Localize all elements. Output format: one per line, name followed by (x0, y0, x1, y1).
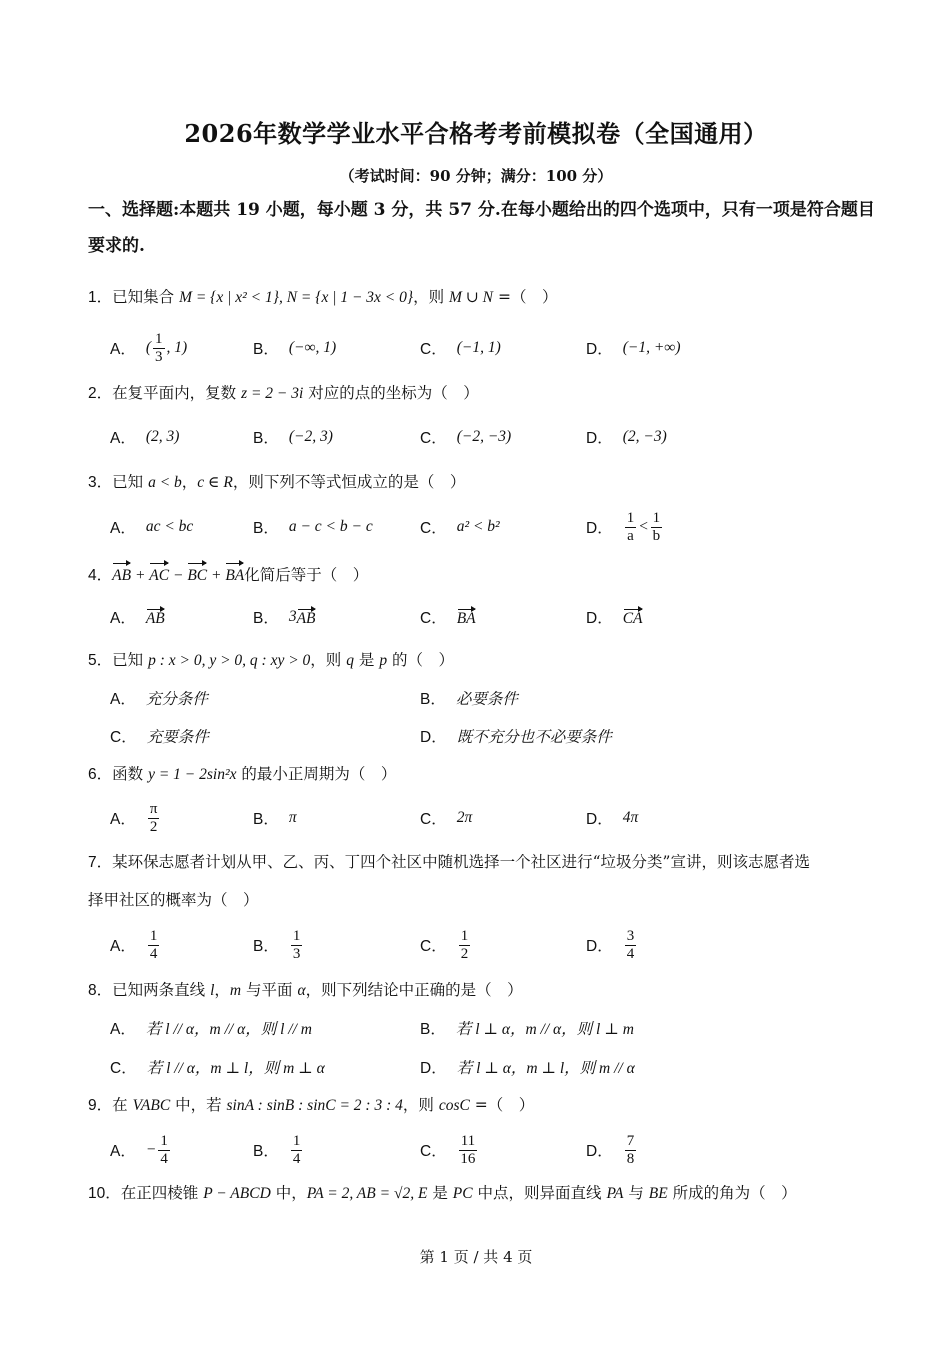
option-a[interactable] (110, 417, 179, 457)
option-label: C． (110, 1060, 137, 1077)
option-label: C． (420, 1143, 447, 1160)
option-label: A． (110, 520, 136, 537)
stem-text: ，则 (413, 288, 450, 306)
option-label: C． (110, 729, 137, 746)
stem-text: 化简后等于（ ） (244, 566, 369, 584)
question-3-stem (88, 470, 465, 494)
question-number: 8． (88, 982, 113, 999)
stem-text: 与 (623, 1184, 649, 1202)
stem-text: 中， (270, 1184, 307, 1202)
question-number: 7． (88, 854, 113, 871)
stem-text: 在正四棱锥 (120, 1184, 204, 1202)
option-label: A． (110, 1021, 136, 1038)
stem-text: ，则下列不等式恒成立的是（ ） (232, 473, 466, 491)
question-8-stem (88, 978, 523, 1002)
option-b[interactable] (253, 507, 373, 547)
math-expression: q (346, 652, 354, 669)
math-expression: P − ABCD (203, 1185, 271, 1202)
option-label: A． (110, 811, 136, 828)
numerator: 1 (652, 509, 661, 526)
stem-text: =（ ） (469, 1096, 535, 1114)
denominator: 3 (292, 945, 301, 962)
option-label: D． (586, 938, 613, 955)
stem-text: =（ ） (493, 288, 558, 306)
vector: AB (146, 606, 165, 628)
option-b[interactable] (253, 925, 304, 965)
fraction (291, 928, 303, 963)
stem-text: 是 (427, 1184, 453, 1202)
stem-text: 的最小正周期为（ ） (236, 765, 397, 783)
question-2-stem (88, 381, 479, 405)
denominator: 4 (292, 1150, 301, 1167)
question-number: 6． (88, 766, 113, 783)
option-c[interactable] (420, 507, 500, 547)
question-6-stem (88, 762, 396, 786)
fraction (625, 1133, 637, 1168)
option-suffix: , 1) (166, 339, 188, 356)
option-c[interactable] (420, 328, 501, 368)
stem-text: 中点，则异面直线 (472, 1184, 607, 1202)
option-a[interactable] (110, 925, 161, 965)
math-expression: PA (606, 1185, 624, 1202)
option-label: A． (110, 610, 136, 627)
option-label: B． (420, 691, 446, 708)
fraction (291, 1133, 303, 1168)
section-heading: 一、选择题:本题共 19 小题，每小题 3 分，共 57 分.在每小题给出的四个选项中，只有一项是符合题目要求的. (88, 200, 875, 256)
option-text: 充要条件 (146, 729, 209, 746)
option-c[interactable] (420, 798, 472, 838)
option-text: (−2, −3) (456, 428, 512, 445)
option-prefix: 3 (288, 608, 297, 625)
option-b[interactable] (253, 328, 336, 368)
option-text: (−∞, 1) (288, 339, 337, 356)
stem-text: ，则 (310, 651, 347, 669)
question-4-stem (88, 560, 368, 584)
exam-info: （考试时间：90 分钟；满分：100 分） (339, 167, 613, 185)
numerator: 1 (160, 1132, 168, 1149)
math-expression: y = 1 − 2sin²x (148, 766, 237, 783)
option-label: D． (586, 341, 613, 358)
stem-text: 已知 (112, 651, 149, 669)
math-expression: VABC (132, 1097, 171, 1114)
question-number: 4． (88, 567, 113, 584)
math-expression: a < b (148, 474, 182, 491)
option-c[interactable] (420, 1130, 479, 1170)
numerator: π (149, 800, 158, 817)
option-text: (−2, 3) (288, 428, 333, 445)
stem-text: 与平面 (241, 981, 298, 999)
denominator: b (652, 527, 661, 544)
denominator: 4 (149, 945, 158, 962)
option-c[interactable] (420, 925, 472, 965)
numerator: 1 (626, 509, 635, 526)
denominator: 2 (460, 945, 469, 962)
option-label: D． (420, 729, 447, 746)
math-expression: sinA : sinB : sinC = 2 : 3 : 4 (226, 1097, 403, 1114)
option-a[interactable] (110, 328, 187, 368)
math-expression: PC (452, 1185, 473, 1202)
fraction (625, 928, 637, 963)
math-expression: PA = 2, AB = √2, E (306, 1185, 428, 1202)
denominator: 3 (155, 348, 163, 365)
option-text: 若 l ⊥ α，m // α，则 l ⊥ m (455, 1021, 634, 1038)
stem-text: 某环保志愿者计划从甲、乙、丙、丁四个社区中随机选择一个社区进行“垃圾分类”宣讲，则该志愿者选 (112, 853, 810, 871)
stem-text: 的（ ） (387, 651, 455, 669)
math-expression: BE (648, 1185, 668, 1202)
option-prefix: − (145, 1141, 157, 1158)
option-label: B． (253, 520, 279, 537)
option-c[interactable] (110, 716, 209, 756)
math-expression: cosC (438, 1097, 470, 1114)
option-text: 必要条件 (455, 691, 518, 708)
option-d[interactable] (420, 716, 612, 756)
question-1-stem (88, 285, 557, 309)
question-number: 10． (88, 1185, 121, 1202)
denominator: 8 (626, 1150, 635, 1167)
math-expression: z = 2 − 3i (241, 385, 304, 402)
option-suffix: < (638, 518, 649, 535)
numerator: 1 (155, 330, 163, 347)
vector: BA (225, 560, 244, 588)
fraction (459, 928, 471, 963)
numerator: 1 (292, 927, 301, 944)
stem-text: 已知 (112, 473, 149, 491)
math-expression: p (379, 652, 388, 669)
page-footer: 第 1 页 / 共 4 页 (419, 1248, 533, 1266)
question-number: 3． (88, 474, 113, 491)
option-b[interactable] (253, 798, 297, 838)
option-a[interactable] (110, 507, 193, 547)
stem-text: 中，若 (170, 1096, 227, 1114)
option-label: D． (586, 811, 613, 828)
option-label: B． (253, 430, 279, 447)
vector: BA (457, 606, 476, 628)
numerator: 3 (626, 927, 635, 944)
math-expression: p : x > 0, y > 0, q : xy > 0 (148, 652, 311, 669)
stem-text: 已知两条直线 (112, 981, 211, 999)
stem-text: 是 (353, 651, 380, 669)
question-5-stem (88, 648, 454, 672)
fraction (148, 801, 160, 836)
vector: AC (149, 560, 169, 588)
option-label: B． (420, 1021, 446, 1038)
option-text: 若 l // α，m // α，则 l // m (145, 1021, 312, 1038)
option-label: C． (420, 610, 447, 627)
math-expression: m (229, 982, 242, 999)
vector: AB (112, 560, 131, 588)
option-d[interactable] (586, 417, 667, 457)
option-text: (2, −3) (622, 428, 667, 445)
option-label: C． (420, 811, 447, 828)
option-b[interactable] (253, 597, 316, 637)
option-text: π (288, 809, 297, 826)
option-b[interactable] (420, 1008, 634, 1048)
math-expression: l (210, 982, 215, 999)
option-d[interactable] (420, 1047, 635, 1087)
option-text: (−1, +∞) (622, 339, 681, 356)
denominator: 16 (460, 1150, 476, 1167)
numerator: 1 (292, 1132, 301, 1149)
option-c[interactable] (110, 1047, 325, 1087)
option-label: D． (586, 610, 613, 627)
option-c[interactable] (420, 597, 476, 637)
option-d[interactable] (586, 925, 638, 965)
vector: BC (187, 560, 207, 588)
fraction (625, 510, 637, 545)
denominator: 2 (149, 818, 158, 835)
option-text: 2π (456, 809, 473, 826)
option-label: D． (586, 520, 613, 537)
option-text: 若 l ⊥ α，m ⊥ l，则 m // α (456, 1060, 635, 1077)
question-number: 5． (88, 652, 113, 669)
option-text: a² < b² (456, 518, 500, 535)
question-9-stem (88, 1093, 534, 1117)
option-a[interactable] (110, 1008, 312, 1048)
question-10-stem (88, 1181, 797, 1205)
option-label: A． (110, 1143, 136, 1160)
option-d[interactable] (586, 597, 643, 637)
math-expression: α (297, 982, 306, 999)
question-number: 2． (88, 385, 113, 402)
option-c[interactable] (420, 417, 511, 457)
option-text: a − c < b − c (288, 518, 373, 535)
math-expression: M ∪ N (449, 289, 494, 306)
fraction (651, 510, 663, 545)
denominator: 4 (626, 945, 635, 962)
option-label: C． (420, 341, 447, 358)
numerator: 1 (149, 927, 158, 944)
question-7-stem (88, 850, 810, 874)
option-d[interactable] (586, 507, 664, 547)
option-text: 若 l // α，m ⊥ l，则 m ⊥ α (146, 1060, 325, 1077)
math-expression: + (131, 567, 150, 584)
stem-text: ，则下列结论中正确的是（ ） (305, 981, 523, 999)
option-label: B． (253, 938, 279, 955)
numerator: 1 (460, 927, 469, 944)
option-label: B． (253, 341, 279, 358)
option-text: 充分条件 (145, 691, 208, 708)
stem-text: 函数 (112, 765, 149, 783)
option-a[interactable] (110, 597, 165, 637)
option-label: C． (420, 520, 447, 537)
numerator: 7 (626, 1132, 635, 1149)
option-d[interactable] (586, 798, 638, 838)
option-prefix: ( (145, 339, 152, 356)
vector: AB (297, 606, 316, 628)
option-d[interactable] (586, 328, 681, 368)
fraction (148, 928, 160, 963)
numerator: 11 (460, 1132, 476, 1149)
option-a[interactable] (110, 678, 208, 718)
option-b[interactable] (420, 678, 518, 718)
option-label: C． (420, 938, 447, 955)
vector: CA (623, 606, 643, 628)
option-b[interactable] (253, 417, 333, 457)
stem-text: 所成的角为（ ） (667, 1184, 797, 1202)
math-expression: + (207, 567, 226, 584)
option-d[interactable] (586, 1130, 638, 1170)
stem-text: ， (181, 473, 198, 491)
option-label: B． (253, 1143, 279, 1160)
option-a[interactable] (110, 1130, 172, 1170)
option-a[interactable] (110, 798, 161, 838)
option-text: 4π (622, 809, 639, 826)
stem-text: ， (214, 981, 230, 999)
stem-text: 在 (112, 1096, 133, 1114)
fraction (459, 1133, 477, 1168)
option-label: D． (586, 1143, 613, 1160)
question-number: 9． (88, 1097, 113, 1114)
option-label: A． (110, 430, 136, 447)
option-text: (2, 3) (145, 428, 180, 445)
option-text: ac < bc (145, 518, 194, 535)
stem-text: 对应的点的坐标为（ ） (303, 384, 479, 402)
stem-text: 已知集合 (112, 288, 180, 306)
math-expression: − (169, 567, 188, 584)
option-label: A． (110, 691, 136, 708)
option-text: (−1, 1) (456, 339, 501, 356)
question-number: 1． (88, 289, 113, 306)
option-label: B． (253, 811, 279, 828)
denominator: 4 (160, 1150, 168, 1167)
math-expression: M = {x | x² < 1}, N = {x | 1 − 3x < 0} (179, 289, 414, 306)
stem-text: 在复平面内，复数 (112, 384, 242, 402)
fraction (158, 1133, 170, 1168)
option-label: B． (253, 610, 279, 627)
math-expression: c ∈ R (197, 474, 233, 491)
option-label: C． (420, 430, 447, 447)
option-b[interactable] (253, 1130, 304, 1170)
fraction (153, 331, 165, 366)
denominator: a (627, 527, 634, 544)
option-label: D． (586, 430, 613, 447)
option-text: 既不充分也不必要条件 (456, 729, 612, 746)
page-title: 2026年数学学业水平合格考考前模拟卷（全国通用） (184, 119, 768, 148)
question-7-stem-continued: 择甲社区的概率为（ ） (88, 891, 259, 909)
option-label: A． (110, 938, 136, 955)
stem-text: ，则 (402, 1096, 439, 1114)
option-label: D． (420, 1060, 447, 1077)
option-label: A． (110, 341, 136, 358)
